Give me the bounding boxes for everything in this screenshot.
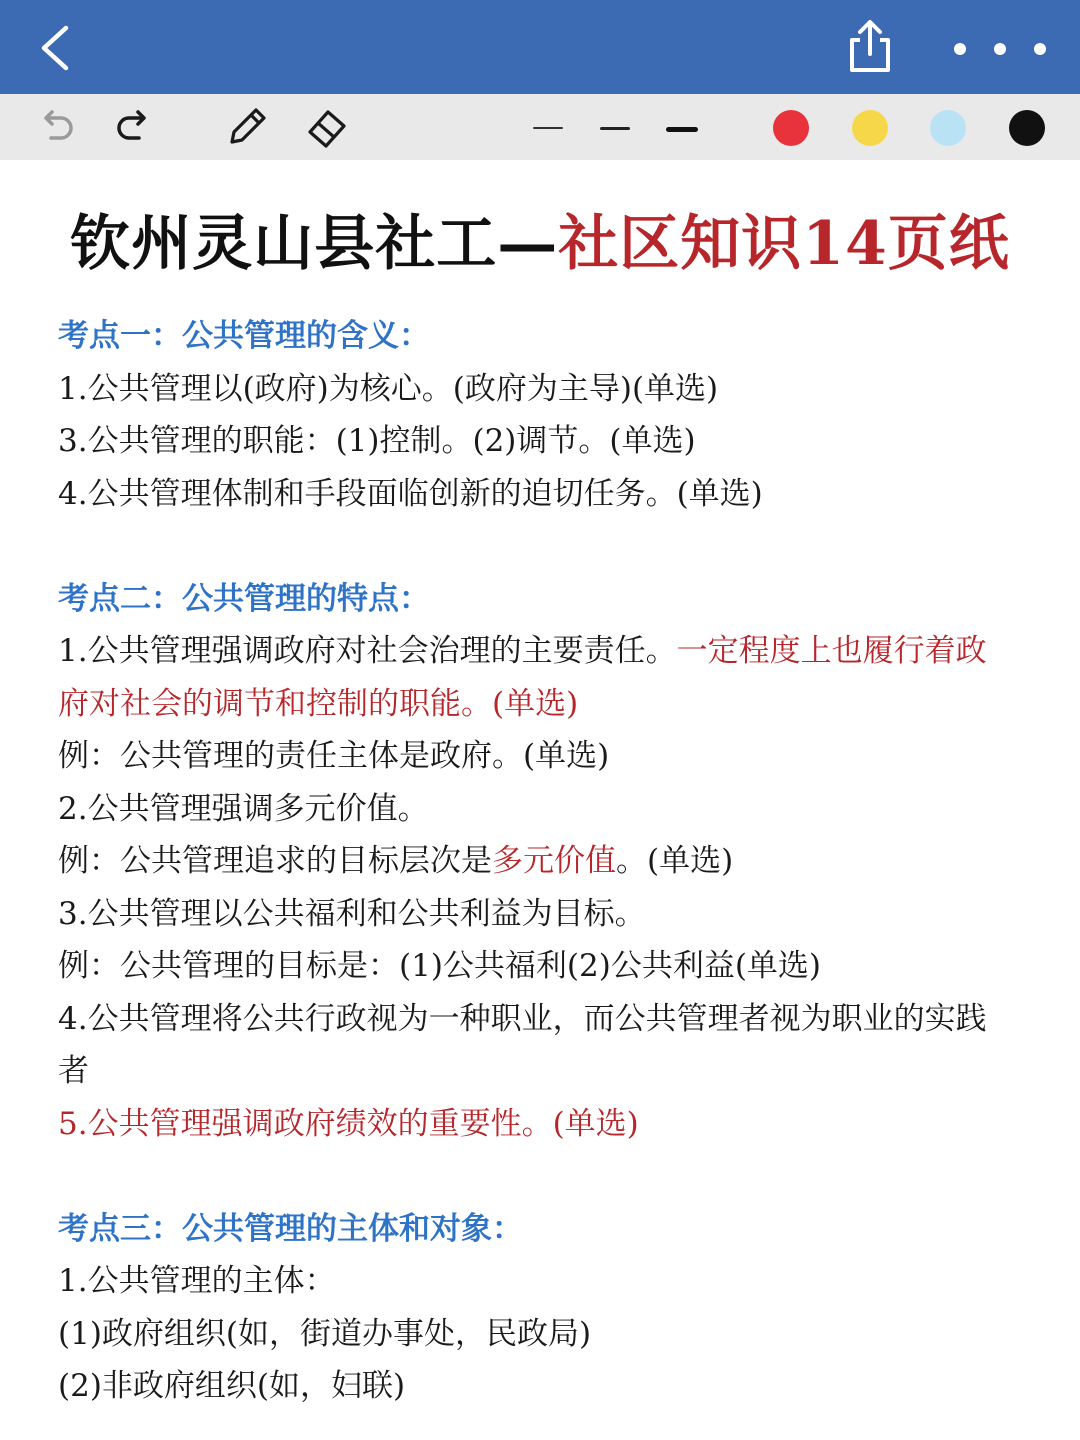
- section2-line7-continued: 者: [58, 1053, 89, 1089]
- section-gap: [58, 520, 1008, 573]
- section2-line1: [58, 625, 1008, 678]
- document-body: [58, 310, 1008, 1413]
- section3-heading: 考点三：公共管理的主体和对象：: [58, 1210, 523, 1247]
- title-main: 钦州灵山县社工—: [70, 209, 559, 279]
- share-button[interactable]: [840, 14, 900, 78]
- section2-line1-text: 1.公共管理强调政府对社会治理的主要责任。: [58, 633, 677, 669]
- section2-line2: 例：公共管理的责任主体是政府。(单选): [58, 738, 610, 774]
- section1-line2: 3.公共管理的职能：(1)控制。(2)调节。(单选): [58, 423, 696, 459]
- section2-line5: 3.公共管理以公共福利和公共利益为目标。: [58, 895, 646, 932]
- redo-icon: [115, 108, 153, 146]
- eraser-icon: [304, 104, 350, 150]
- color-red-swatch[interactable]: [773, 110, 809, 146]
- chevron-left-icon: [38, 24, 72, 72]
- stroke-thick-button[interactable]: [666, 127, 698, 132]
- color-lightblue-swatch[interactable]: [930, 110, 966, 146]
- section1-heading: 考点一：公共管理的含义：: [58, 318, 430, 354]
- document-title: [0, 196, 1080, 282]
- back-button[interactable]: [30, 20, 80, 76]
- eraser-tool-button[interactable]: [302, 102, 352, 152]
- section1-line3: 4.公共管理体制和手段面临创新的迫切任务。(单选): [58, 475, 763, 512]
- stroke-medium-button[interactable]: [600, 127, 630, 130]
- section1-line1: 1.公共管理以(政府)为核心。(政府为主导)(单选): [58, 370, 719, 407]
- color-black-swatch[interactable]: [1009, 110, 1045, 146]
- section2-line3: 2.公共管理强调多元价值。: [58, 790, 429, 827]
- section2-line4-text: 例：公共管理追求的目标层次是: [58, 843, 492, 879]
- section2-line6: 例：公共管理的目标是：(1)公共福利(2)公共利益(单选): [58, 948, 822, 984]
- more-dots-icon: [950, 41, 1050, 57]
- pen-icon: [224, 104, 270, 150]
- section3-line2: (1)政府组织(如，街道办事处，民政局): [58, 1315, 592, 1352]
- top-app-bar: [0, 0, 1080, 94]
- section2-line4-highlight: 多元价值: [492, 843, 616, 879]
- section3-line1: 1.公共管理的主体：: [58, 1263, 336, 1299]
- section2-line4-tail: 。(单选): [616, 843, 734, 879]
- section-gap: [58, 1150, 1008, 1203]
- undo-icon: [37, 108, 75, 146]
- annotation-toolbar: [0, 94, 1080, 160]
- stroke-thin-button[interactable]: [533, 127, 563, 129]
- redo-button[interactable]: [112, 102, 156, 152]
- share-icon: [846, 18, 894, 74]
- section2-line4: [58, 835, 1008, 888]
- section2-line1-continued: 府对社会的调节和控制的职能。(单选): [58, 685, 579, 722]
- section2-line7: 4.公共管理将公共行政视为一种职业，而公共管理者视为职业的实践: [58, 1000, 987, 1037]
- more-options-button[interactable]: [940, 24, 1060, 74]
- title-highlight: 社区知识14页纸: [558, 209, 1010, 279]
- pen-tool-button[interactable]: [222, 102, 272, 152]
- section2-line1-highlight: 一定程度上也履行着政: [676, 633, 987, 669]
- section2-heading: 考点二：公共管理的特点：: [58, 580, 430, 617]
- undo-button[interactable]: [34, 102, 78, 152]
- section2-line8: 5.公共管理强调政府绩效的重要性。(单选): [58, 1105, 639, 1142]
- color-yellow-swatch[interactable]: [852, 110, 888, 146]
- section3-line3: (2)非政府组织(如，妇联): [58, 1368, 406, 1404]
